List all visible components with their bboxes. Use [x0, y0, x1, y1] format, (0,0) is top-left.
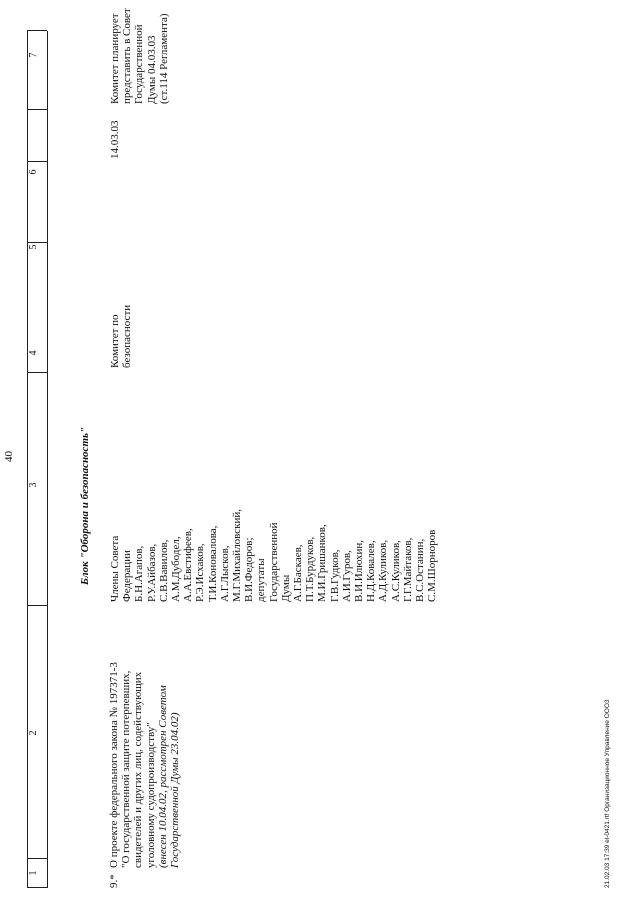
- column-number-7: 7: [28, 52, 39, 58]
- responsible-committee: [109, 248, 133, 368]
- column-number-1: 1: [28, 870, 39, 876]
- author-line: С.М.Шорноров: [426, 529, 439, 602]
- author-line: депутаты: [255, 558, 268, 602]
- bill-title-line: свидетелей и других лиц, содействующих: [132, 671, 145, 868]
- remarks-line: Комитет планирует: [109, 13, 121, 104]
- remarks-line: представить в Совет: [121, 8, 134, 104]
- author-line: Р.У.Айбазов,: [145, 543, 158, 602]
- bill-title-line: "О государственной защите потерпевших,: [120, 670, 133, 868]
- author-line: Н.Д.Ковалев,: [365, 540, 378, 602]
- remarks-line: Думы 04.03.03: [145, 35, 158, 104]
- column-number-6: 6: [28, 169, 39, 175]
- page-number: 40: [3, 451, 15, 462]
- author-line: В.С.Останин,: [414, 538, 427, 602]
- committee-line: Комитет по: [109, 314, 121, 368]
- author-line: Г.Г.Майтаков,: [401, 537, 414, 602]
- author-line: А.Г.Баскаев,: [292, 544, 305, 602]
- author-line: А.Д.Куликов,: [377, 539, 390, 602]
- author-line: П.Т.Бурдуков,: [304, 536, 317, 602]
- remarks: [109, 0, 170, 104]
- remarks-line: Государственной: [133, 24, 146, 104]
- author-line: Т.И.Коновалова,: [206, 525, 219, 602]
- author-line: В.И.Илюхин,: [353, 539, 366, 602]
- bill-title-line: уголовному судопроизводству": [144, 722, 157, 868]
- bill-note-line: (внесен 10.04.02, рассмотрен Советом: [156, 685, 169, 868]
- deadline-date: 14.03.03: [109, 120, 121, 159]
- author-line: С.В.Вавилов,: [157, 539, 170, 602]
- footer-stamp: 21.02.03 17:39 el-0421.rtf Организационное Управление ООО3: [604, 699, 611, 888]
- author-line: Федерации: [121, 550, 134, 602]
- block-title: Блок "Оборона и безопасность": [79, 426, 91, 585]
- author-line: Члены Совета: [109, 535, 121, 602]
- bill-title: [108, 618, 181, 868]
- author-line: А.М.Дубодел,: [170, 536, 183, 602]
- authors-list: [109, 467, 438, 602]
- remarks-line: (ст.114 Регламента): [157, 13, 170, 104]
- row-number: 9.*: [108, 874, 120, 888]
- bill-title-line: О проекте федерального закона № 197371-3: [108, 662, 120, 868]
- column-number-2: 2: [28, 730, 39, 736]
- author-line: Р.Э.Исхаков,: [194, 543, 207, 602]
- author-line: М.И.Гришанков,: [316, 524, 329, 602]
- author-line: А.С.Куликов,: [389, 540, 402, 602]
- author-line: Б.Н.Агапов,: [133, 545, 146, 602]
- column-number-5: 5: [28, 244, 39, 250]
- column-number-3: 3: [28, 482, 39, 488]
- author-line: М.Г.Михайловский,: [231, 508, 244, 602]
- author-line: А.И.Гуров,: [340, 550, 353, 602]
- author-line: А.Г.Лысков,: [218, 545, 231, 602]
- author-line: Думы: [279, 574, 292, 602]
- author-line: А.А.Евстифеев,: [182, 528, 195, 602]
- bill-note-line: Государственной Думы 23.04.02): [169, 712, 182, 868]
- author-line: В.И.Федоров;: [243, 537, 256, 602]
- author-line: Г.В.Гудков,: [328, 549, 341, 602]
- author-line: Государственной: [267, 522, 280, 602]
- committee-line: безопасности: [121, 304, 134, 368]
- column-number-4: 4: [28, 350, 39, 356]
